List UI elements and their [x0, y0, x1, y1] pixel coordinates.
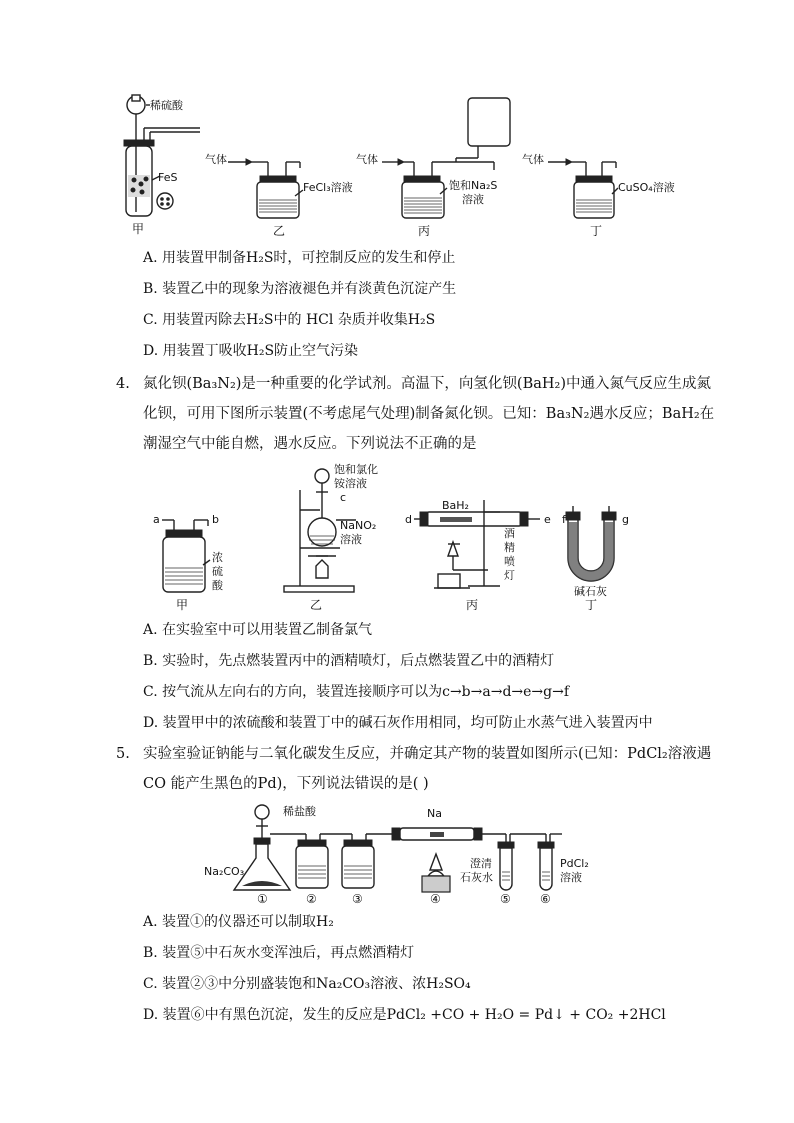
q5-option-d: D. 装置⑥中有黑色沉淀，发生的反应是PdCl₂ +CO + H₂O = Pd↓ + CO₂ +2HCl [143, 1007, 666, 1023]
label-conc-acid-2: 硫 [212, 565, 223, 578]
q4-stem-line-2: 化钡，可用下图所示装置(不考虑尾气处理)制备氮化钡。已知：Ba₃N₂遇水反应；BaH₂在 [143, 406, 715, 422]
label-lamp-1: 酒 [504, 527, 515, 540]
label-lamp-2: 精 [504, 541, 515, 554]
device-number-2: ② [306, 892, 317, 906]
label-limewater-1: 澄清 [470, 857, 492, 870]
q4-number: 4. [116, 376, 130, 392]
device-number-6: ⑥ [540, 892, 551, 906]
label-port-g: g [622, 513, 629, 526]
label-port-f: f [562, 513, 566, 526]
q4-caption-yi: 乙 [310, 598, 323, 612]
label-port-d: d [405, 513, 412, 526]
q4-stem-line-3: 潮湿空气中能自燃，遇水反应。下列说法不正确的是 [143, 436, 477, 452]
label-nh4cl-1: 饱和氯化 [334, 463, 378, 476]
q5-option-a: A. 装置①的仪器还可以制取H₂ [143, 914, 334, 930]
label-cuso4-solution: CuSO₄溶液 [618, 181, 675, 194]
label-dilute-hcl: 稀盐酸 [283, 805, 316, 818]
q5-stem-line-1: 实验室验证钠能与二氧化碳发生反应，并确定其产物的装置如图所示(已知：PdCl₂溶液遇 [143, 746, 712, 762]
label-na2s-solution-2: 溶液 [462, 193, 484, 206]
device-number-5: ⑤ [500, 892, 511, 906]
caption-bing: 丙 [418, 224, 431, 238]
label-nano2-1: NaNO₂ [340, 519, 377, 532]
label-limewater-2: 石灰水 [460, 871, 493, 884]
q3-option-a: A. 用装置甲制备H₂S时，可控制反应的发生和停止 [143, 250, 456, 266]
label-conc-acid-3: 酸 [212, 579, 223, 592]
device-number-4: ④ [430, 892, 441, 906]
label-port-e: e [544, 513, 551, 526]
label-lamp-4: 灯 [504, 569, 515, 582]
label-nh4cl-2: 铵溶液 [334, 477, 367, 490]
label-fecl3-solution: FeCl₃溶液 [303, 181, 353, 194]
label-na2co3: Na₂CO₃ [204, 865, 245, 878]
q5-number: 5. [116, 746, 130, 762]
q4-option-b: B. 实验时，先点燃装置丙中的酒精喷灯，后点燃装置乙中的酒精灯 [143, 653, 555, 669]
label-na2s-solution-1: 饱和Na₂S [449, 179, 498, 192]
label-port-c: c [340, 491, 347, 504]
caption-jia: 甲 [132, 222, 145, 236]
q4-option-c: C. 按气流从左向右的方向，装置连接顺序可以为c→b→a→d→e→g→f [143, 684, 570, 700]
label-pdcl2-1: PdCl₂ [560, 857, 589, 870]
label-gas-ding: 气体 [522, 153, 544, 166]
q4-caption-ding: 丁 [585, 598, 598, 612]
label-sodium: Na [427, 807, 442, 820]
q3-option-d: D. 用装置丁吸收H₂S防止空气污染 [143, 343, 359, 359]
label-port-b: b [212, 513, 219, 526]
q4-option-d: D. 装置甲中的浓硫酸和装置丁中的碱石灰作用相同，均可防止水蒸气进入装置丙中 [143, 715, 653, 731]
label-nano2-2: 溶液 [340, 533, 362, 546]
label-dilute-sulfuric-acid: 稀硫酸 [150, 99, 183, 112]
label-lamp-3: 喷 [504, 555, 515, 568]
label-soda-lime: 碱石灰 [574, 585, 607, 598]
q4-caption-jia: 甲 [176, 598, 189, 612]
q3-option-c: C. 用装置丙除去H₂S中的 HCl 杂质并收集H₂S [143, 312, 436, 328]
q3-option-b: B. 装置乙中的现象为溶液褪色并有淡黄色沉淀产生 [143, 281, 457, 297]
label-bah2: BaH₂ [442, 499, 469, 512]
device-number-1: ① [257, 892, 268, 906]
q5-option-c: C. 装置②③中分别盛装饱和Na₂CO₃溶液、浓H₂SO₄ [143, 976, 471, 992]
device-number-3: ③ [352, 892, 363, 906]
label-pdcl2-2: 溶液 [560, 871, 582, 884]
label-port-a: a [153, 513, 160, 526]
label-conc-acid-1: 浓 [212, 551, 223, 564]
caption-yi: 乙 [273, 224, 286, 238]
q5-stem-line-2: CO 能产生黑色的Pd)，下列说法错误的是( ) [143, 776, 429, 792]
label-gas-bing: 气体 [356, 153, 378, 166]
caption-ding: 丁 [590, 224, 603, 238]
q4-caption-bing: 丙 [466, 598, 479, 612]
label-fes: FeS [158, 171, 178, 184]
q4-option-a: A. 在实验室中可以用装置乙制备氯气 [143, 622, 373, 638]
label-gas-yi: 气体 [205, 153, 227, 166]
q4-stem-line-1: 氮化钡(Ba₃N₂)是一种重要的化学试剂。高温下，向氢化钡(BaH₂)中通入氮气反应生成氮 [143, 376, 711, 392]
q5-option-b: B. 装置⑤中石灰水变浑浊后，再点燃酒精灯 [143, 945, 415, 961]
